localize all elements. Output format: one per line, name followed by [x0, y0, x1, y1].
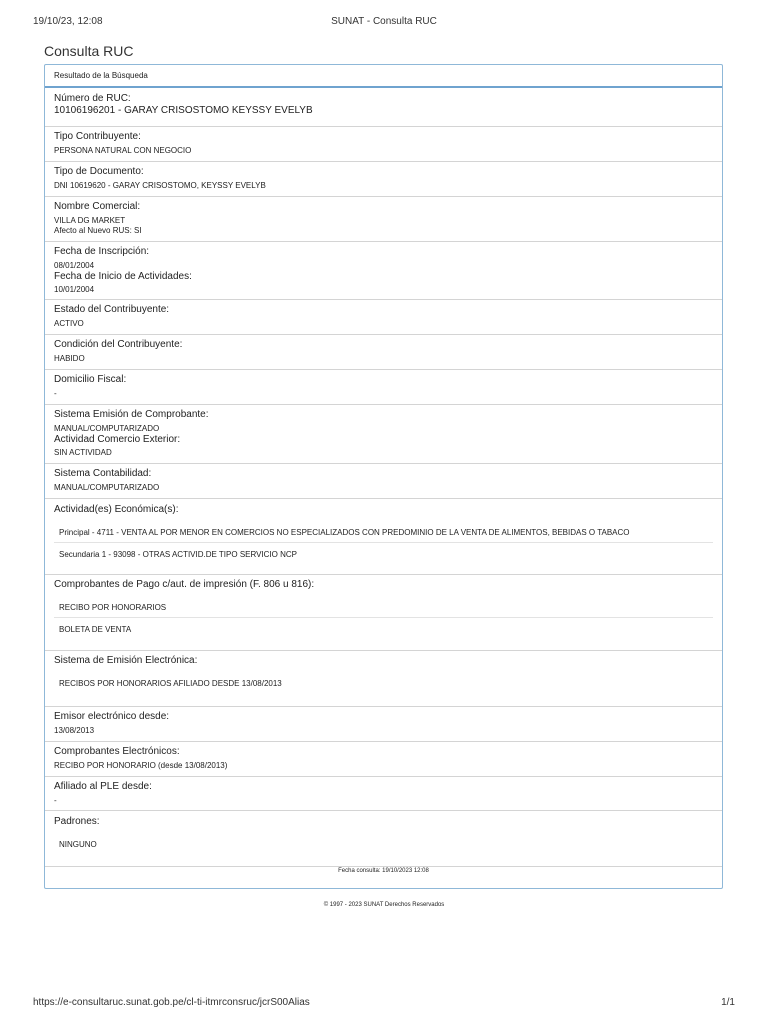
list-item: Principal - 4711 - VENTA AL POR MENOR EN COMERCIOS NO ESPECIALIZADOS CON PREDOMINIO DE LA VENTA DE ALIMENTOS, BEBIDAS O TABACO — [54, 521, 713, 543]
comprobantes-electronicos-value: RECIBO POR HONORARIO (desde 13/08/2013) — [54, 761, 228, 770]
sistema-contabilidad-value: MANUAL/COMPUTARIZADO — [54, 483, 160, 492]
print-url: https://e-consultaruc.sunat.gob.pe/cl-ti-itmrconsruc/jcrS00Alias — [33, 997, 310, 1008]
row-sistema-contabilidad — [45, 464, 722, 499]
page-title: Consulta RUC — [44, 43, 134, 59]
row-sistema-emision-electronica — [45, 651, 722, 707]
fecha-inicio-label: Fecha de Inicio de Actividades: — [54, 271, 192, 282]
sistema-emision-value: MANUAL/COMPUTARIZADO — [54, 424, 160, 433]
domicilio-value: - — [54, 389, 57, 398]
actividades-list — [54, 521, 713, 565]
list-item: Secundaria 1 - 93098 - OTRAS ACTIVID.DE TIPO SERVICIO NCP — [59, 550, 298, 559]
row-afiliado-ple — [45, 777, 722, 811]
row-comprobantes-electronicos — [45, 742, 722, 777]
domicilio-label: Domicilio Fiscal: — [54, 374, 127, 385]
row-tipo-documento — [45, 162, 722, 197]
list-item: BOLETA DE VENTA — [59, 625, 132, 634]
list-item: RECIBOS POR HONORARIOS AFILIADO DESDE 13/08/2013 — [59, 679, 282, 688]
comprobantes-pago-label: Comprobantes de Pago c/aut. de impresión (F. 806 u 816): — [54, 579, 315, 590]
comprobantes-pago-list — [54, 596, 713, 640]
copyright: © 1997 - 2023 SUNAT Derechos Reservados — [323, 902, 445, 908]
ruc-value: 10106196201 - GARAY CRISOSTOMO KEYSSY EVELYB — [54, 105, 313, 116]
row-tipo-contribuyente — [45, 127, 722, 162]
tipo-documento-value: DNI 10619620 - GARAY CRISOSTOMO, KEYSSY EVELYB — [54, 181, 266, 190]
afiliado-ple-value: - — [54, 796, 57, 805]
row-comprobantes-pago — [45, 575, 722, 651]
print-header — [33, 16, 735, 30]
condicion-value: HABIDO — [54, 354, 85, 363]
nuevo-rus-value: Afecto al Nuevo RUS: SI — [54, 226, 142, 235]
row-emisor-electronico — [45, 707, 722, 742]
padrones-label: Padrones: — [54, 816, 100, 827]
print-page-title: SUNAT - Consulta RUC — [331, 16, 437, 27]
afiliado-ple-label: Afiliado al PLE desde: — [54, 781, 152, 792]
sistema-emision-electronica-list — [54, 672, 713, 694]
padrones-list — [54, 833, 713, 855]
row-condicion — [45, 335, 722, 370]
nombre-comercial-label: Nombre Comercial: — [54, 201, 141, 212]
sistema-emision-label: Sistema Emisión de Comprobante: — [54, 409, 209, 420]
list-item: NINGUNO — [59, 840, 97, 849]
actividades-label: Actividad(es) Económica(s): — [54, 504, 179, 515]
row-ruc — [45, 88, 722, 127]
sistema-emision-electronica-label: Sistema de Emisión Electrónica: — [54, 655, 198, 666]
emisor-electronico-label: Emisor electrónico desde: — [54, 711, 170, 722]
estado-label: Estado del Contribuyente: — [54, 304, 170, 315]
nombre-comercial-value: VILLA DG MARKET — [54, 216, 126, 225]
row-padrones — [45, 811, 722, 867]
tipo-contribuyente-label: Tipo Contribuyente: — [54, 131, 141, 142]
row-domicilio — [45, 370, 722, 405]
list-item: RECIBO POR HONORARIOS — [54, 596, 713, 618]
fecha-consulta: Fecha consulta: 19/10/2023 12:08 — [338, 868, 429, 874]
results-panel — [44, 64, 723, 889]
comprobantes-electronicos-label: Comprobantes Electrónicos: — [54, 746, 180, 757]
row-actividades — [45, 499, 722, 575]
row-nombre-comercial — [45, 197, 722, 242]
fecha-inscripcion-value: 08/01/2004 — [54, 261, 95, 270]
panel-heading: Resultado de la Búsqueda — [45, 65, 722, 88]
fecha-inscripcion-label: Fecha de Inscripción: — [54, 246, 150, 257]
row-fechas — [45, 242, 722, 300]
actividad-exterior-label: Actividad Comercio Exterior: — [54, 434, 181, 445]
estado-value: ACTIVO — [54, 319, 84, 328]
sistema-contabilidad-label: Sistema Contabilidad: — [54, 468, 152, 479]
tipo-documento-label: Tipo de Documento: — [54, 166, 144, 177]
condicion-label: Condición del Contribuyente: — [54, 339, 183, 350]
page-count: 1/1 — [721, 997, 735, 1008]
ruc-label: Número de RUC: — [54, 93, 131, 104]
row-sistema-emision — [45, 405, 722, 464]
print-datetime: 19/10/23, 12:08 — [33, 16, 103, 27]
tipo-contribuyente-value: PERSONA NATURAL CON NEGOCIO — [54, 146, 192, 155]
fecha-inicio-value: 10/01/2004 — [54, 285, 95, 294]
emisor-electronico-value: 13/08/2013 — [54, 726, 95, 735]
row-estado — [45, 300, 722, 335]
actividad-exterior-value: SIN ACTIVIDAD — [54, 448, 112, 457]
